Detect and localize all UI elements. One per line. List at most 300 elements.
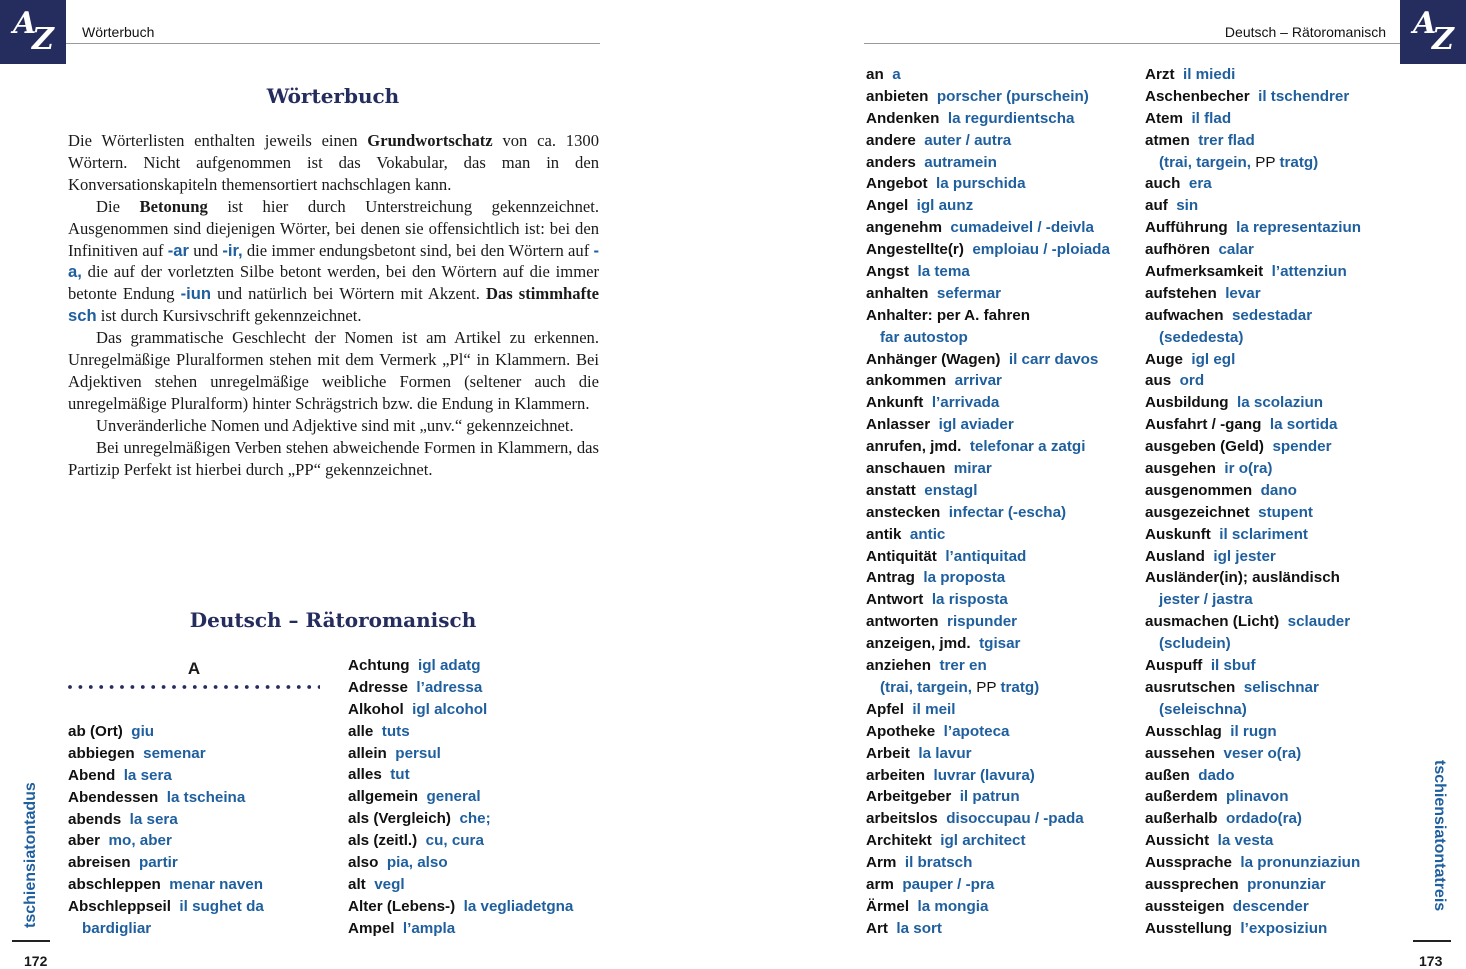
romansh-translation: l’attenziun bbox=[1271, 263, 1347, 281]
german-headword: ausgezeichnet bbox=[1145, 503, 1250, 521]
intro-paragraph bbox=[68, 415, 599, 437]
az-logo-left bbox=[0, 0, 66, 64]
bold-term: Das stimmhafte bbox=[485, 284, 599, 304]
dictionary-entry bbox=[348, 743, 573, 765]
dictionary-entry bbox=[348, 808, 573, 830]
romansh-translation: il meil bbox=[912, 700, 956, 718]
romansh-translation: ord bbox=[1179, 372, 1205, 390]
dictionary-entry bbox=[1145, 830, 1361, 852]
german-headword: aus bbox=[1145, 372, 1172, 390]
romansh-translation: dano bbox=[1260, 481, 1297, 499]
divider-dot bbox=[255, 685, 259, 689]
romansh-translation: cumadeivel / -deivla bbox=[950, 219, 1094, 237]
romansh-translation: tut bbox=[390, 766, 410, 784]
page-number-left: 172 bbox=[24, 953, 48, 969]
dictionary-entry bbox=[866, 217, 1110, 239]
divider-dot bbox=[131, 685, 135, 689]
romansh-translation: igl alcohol bbox=[412, 700, 488, 718]
divider-dot bbox=[172, 685, 176, 689]
dictionary-entry bbox=[68, 830, 264, 852]
romansh-translation: la purschida bbox=[936, 175, 1026, 193]
dict-column-right-2 bbox=[1145, 64, 1361, 940]
dictionary-entry bbox=[348, 896, 573, 918]
dictionary-entry bbox=[1145, 239, 1361, 261]
intro-text-run: ist hier durch Unterstreichung gekennzeichnet. Ausgenommen sind diejenigen Wörter, bei denen sie offensichtlich ist: bei den Infinitiven auf bbox=[68, 196, 600, 260]
romansh-translation: la sera bbox=[123, 766, 172, 784]
intro-paragraph bbox=[68, 327, 599, 415]
german-headword: Antrag bbox=[866, 569, 915, 587]
dictionary-entry bbox=[866, 283, 1110, 305]
romansh-translation: la tema bbox=[917, 263, 970, 281]
dict-column-right-1 bbox=[866, 64, 1110, 940]
german-headword: Alkohol bbox=[348, 700, 404, 718]
romansh-translation: rispunder bbox=[947, 613, 1018, 631]
romansh-translation: la scolaziun bbox=[1236, 394, 1324, 412]
german-headword: anziehen bbox=[866, 657, 931, 675]
romansh-translation: a bbox=[892, 66, 901, 83]
romansh-translation: il rugn bbox=[1230, 722, 1277, 740]
dictionary-entry bbox=[348, 852, 573, 874]
dictionary-entry bbox=[1145, 261, 1361, 283]
intro-text bbox=[68, 130, 599, 481]
logo-letter-z: Z bbox=[32, 22, 54, 57]
dictionary-entry bbox=[866, 130, 1110, 152]
dictionary-entry bbox=[866, 458, 1110, 480]
german-headword: Art bbox=[866, 919, 888, 937]
dictionary-entry bbox=[866, 261, 1110, 283]
romansh-translation: la lavur bbox=[918, 744, 972, 762]
german-headword: Aufmerksamkeit bbox=[1145, 263, 1264, 281]
dictionary-entry bbox=[1145, 611, 1361, 633]
romansh-translation: la sera bbox=[129, 810, 178, 828]
german-headword: allgemein bbox=[348, 788, 419, 806]
romansh-translation: la sortida bbox=[1269, 416, 1338, 434]
dictionary-entry bbox=[1145, 743, 1361, 765]
romansh-translation: l’adressa bbox=[416, 678, 483, 696]
german-headword: an bbox=[866, 66, 884, 83]
romansh-continuation: far autostop bbox=[880, 328, 968, 346]
dictionary-entry bbox=[1145, 918, 1361, 940]
german-headword: Ausland bbox=[1145, 547, 1205, 565]
romansh-translation: pia, also bbox=[386, 854, 448, 872]
divider-dot bbox=[214, 685, 218, 689]
german-headword: Angst bbox=[866, 263, 910, 281]
dotted-divider bbox=[68, 682, 320, 692]
german-headword: Ausschlag bbox=[1145, 722, 1222, 740]
dictionary-entry bbox=[348, 677, 573, 699]
divider-dot bbox=[151, 685, 155, 689]
divider-dot bbox=[110, 685, 114, 689]
german-headword: arm bbox=[866, 875, 894, 893]
german-headword: Ampel bbox=[348, 919, 395, 937]
german-headword: anstatt bbox=[866, 481, 916, 499]
romansh-continuation: (seleischna) bbox=[1159, 700, 1247, 718]
german-headword: abschleppen bbox=[68, 876, 161, 894]
romansh-translation: tuts bbox=[381, 722, 410, 740]
highlighted-ending: sch bbox=[68, 306, 97, 326]
dictionary-entry bbox=[68, 874, 264, 896]
pp-marker: PP bbox=[972, 678, 1001, 696]
romansh-translation: ir o(ra) bbox=[1224, 460, 1273, 478]
divider-dot bbox=[141, 685, 145, 689]
dictionary-entry bbox=[1145, 480, 1361, 502]
divider-dot bbox=[307, 685, 311, 689]
romansh-translation: sin bbox=[1176, 197, 1199, 215]
romansh-translation: la proposta bbox=[923, 569, 1006, 587]
header-rule-right bbox=[864, 43, 1400, 44]
romansh-translation: menar naven bbox=[169, 876, 263, 894]
romansh-translation: autramein bbox=[924, 153, 997, 171]
german-headword: Aschenbecher bbox=[1145, 87, 1250, 105]
dictionary-entry bbox=[866, 786, 1110, 808]
dictionary-entry bbox=[1145, 108, 1361, 130]
dictionary-entry bbox=[348, 721, 573, 743]
german-headword: andere bbox=[866, 131, 916, 149]
dictionary-entry bbox=[866, 370, 1110, 392]
dictionary-entry bbox=[1145, 64, 1361, 86]
dictionary-entry bbox=[866, 874, 1110, 896]
romansh-translation: partir bbox=[138, 854, 178, 872]
romansh-translation: l’ampla bbox=[402, 919, 456, 937]
intro-text-run: von ca. 1300 Wörtern. Nicht aufgenommen ist das Vokabular, das man in den Konversationskapiteln themensortiert nachschlagen kann. bbox=[68, 131, 599, 194]
german-headword: alle bbox=[348, 722, 374, 740]
romansh-translation: infectar (-escha) bbox=[948, 503, 1067, 521]
romansh-translation: trer en bbox=[939, 657, 987, 675]
highlighted-ending: -ar bbox=[167, 240, 189, 260]
german-headword: abends bbox=[68, 810, 122, 828]
dictionary-entry bbox=[1145, 567, 1361, 589]
german-headword: ausmachen (Licht) bbox=[1145, 613, 1280, 631]
german-headword: Ausbildung bbox=[1145, 394, 1229, 412]
romansh-translation: persul bbox=[395, 744, 441, 762]
romansh-translation: il bratsch bbox=[904, 854, 973, 872]
german-headword: Angel bbox=[866, 197, 909, 215]
dictionary-entry bbox=[1145, 546, 1361, 568]
romansh-translation: il patrun bbox=[959, 788, 1020, 806]
romansh-translation: porscher (purschein) bbox=[936, 87, 1089, 105]
dict-column-left-1 bbox=[68, 721, 264, 940]
romansh-continuation: tratg) bbox=[1000, 678, 1040, 696]
romansh-translation: spender bbox=[1272, 438, 1332, 456]
dictionary-entry bbox=[348, 874, 573, 896]
german-headword: außen bbox=[1145, 766, 1190, 784]
divider-dot bbox=[183, 685, 187, 689]
intro-paragraph bbox=[68, 437, 599, 481]
german-headword: Abendessen bbox=[68, 788, 159, 806]
german-headword: auch bbox=[1145, 175, 1181, 193]
intro-paragraph bbox=[68, 196, 599, 327]
german-headword: Ausfahrt / -gang bbox=[1145, 416, 1262, 434]
romansh-translation: che; bbox=[459, 810, 491, 828]
dictionary-entry bbox=[68, 721, 264, 743]
letter-heading: A bbox=[187, 659, 201, 678]
romansh-translation: trer flad bbox=[1198, 131, 1255, 149]
divider-dot bbox=[203, 685, 207, 689]
dictionary-entry bbox=[1145, 86, 1361, 108]
german-headword: als (zeitl.) bbox=[348, 832, 418, 850]
intro-text-run: und natürlich bei Wörtern mit Akzent. bbox=[211, 284, 486, 304]
divider-dot bbox=[120, 685, 124, 689]
dictionary-entry bbox=[1145, 305, 1361, 327]
divider-dot bbox=[287, 685, 291, 689]
german-headword: Angestellte(r) bbox=[866, 241, 964, 259]
bold-term: Betonung bbox=[139, 196, 208, 216]
divider-dot bbox=[276, 685, 280, 689]
dictionary-entry bbox=[1145, 896, 1361, 918]
dictionary-entry bbox=[866, 108, 1110, 130]
german-headword: Alter (Lebens-) bbox=[348, 897, 456, 915]
page-number-rule-left bbox=[12, 940, 50, 942]
german-headword: allein bbox=[348, 744, 387, 762]
dictionary-entry bbox=[68, 918, 264, 940]
divider-dot bbox=[79, 685, 83, 689]
divider-dot bbox=[224, 685, 228, 689]
logo-letter-z: Z bbox=[1432, 22, 1454, 57]
dictionary-entry bbox=[68, 743, 264, 765]
dictionary-entry bbox=[1145, 130, 1361, 152]
highlighted-ending: -ir, bbox=[222, 240, 243, 260]
dictionary-entry bbox=[1145, 765, 1361, 787]
dictionary-entry bbox=[1145, 283, 1361, 305]
dictionary-entry bbox=[1145, 414, 1361, 436]
dictionary-entry bbox=[1145, 392, 1361, 414]
divider-dot bbox=[235, 685, 239, 689]
header-rule-left bbox=[66, 43, 600, 44]
dictionary-entry bbox=[1145, 633, 1361, 655]
page-number-rule-right bbox=[1413, 940, 1451, 942]
german-headword: alt bbox=[348, 875, 366, 893]
german-headword: aber bbox=[68, 832, 101, 850]
dictionary-entry bbox=[866, 677, 1110, 699]
german-headword: anbieten bbox=[866, 87, 929, 105]
romansh-translation: il sbuf bbox=[1210, 657, 1256, 675]
german-headword: ankommen bbox=[866, 372, 947, 390]
romansh-translation: calar bbox=[1218, 241, 1254, 259]
dictionary-entry bbox=[866, 64, 1110, 86]
german-headword: ausrutschen bbox=[1145, 678, 1236, 696]
german-headword: Auspuff bbox=[1145, 657, 1203, 675]
dictionary-entry bbox=[1145, 589, 1361, 611]
divider-dot bbox=[245, 685, 249, 689]
divider-dot bbox=[297, 685, 301, 689]
romansh-continuation: jester / jastra bbox=[1159, 591, 1253, 609]
romansh-translation: enstagl bbox=[924, 481, 978, 499]
german-headword: arbeitslos bbox=[866, 810, 938, 828]
romansh-translation: il miedi bbox=[1182, 66, 1236, 83]
dictionary-entry bbox=[866, 589, 1110, 611]
romansh-continuation: bardigliar bbox=[82, 920, 152, 938]
german-headword: Ankunft bbox=[866, 394, 924, 412]
romansh-translation: la vesta bbox=[1217, 832, 1274, 850]
intro-text-run: Die bbox=[96, 196, 140, 216]
romansh-translation: general bbox=[426, 788, 481, 806]
german-headword: Andenken bbox=[866, 109, 940, 127]
dictionary-entry bbox=[866, 173, 1110, 195]
highlighted-ending: -a, bbox=[68, 240, 599, 282]
dictionary-entry bbox=[866, 414, 1110, 436]
dictionary-entry bbox=[348, 699, 573, 721]
german-headword: Auskunft bbox=[1145, 525, 1211, 543]
dictionary-entry bbox=[1145, 436, 1361, 458]
dictionary-entry bbox=[1145, 721, 1361, 743]
dictionary-entry bbox=[866, 480, 1110, 502]
german-headword: ausgehen bbox=[1145, 460, 1216, 478]
dictionary-entry bbox=[68, 787, 264, 809]
german-headword: Angebot bbox=[866, 175, 928, 193]
romansh-translation: semenar bbox=[143, 744, 206, 762]
divider-dot bbox=[89, 685, 93, 689]
german-headword: Architekt bbox=[866, 832, 932, 850]
romansh-translation: il tschendrer bbox=[1258, 87, 1350, 105]
german-headword: angenehm bbox=[866, 219, 942, 237]
dictionary-entry bbox=[866, 743, 1110, 765]
intro-text-run: die immer endungsbetont sind, bei den Wörtern auf bbox=[242, 240, 594, 260]
romansh-translation: la risposta bbox=[931, 591, 1008, 609]
divider-dot bbox=[162, 685, 166, 689]
german-headword: Antiquität bbox=[866, 547, 937, 565]
romansh-translation: cu, cura bbox=[425, 832, 484, 850]
dictionary-entry bbox=[866, 567, 1110, 589]
romansh-translation: la tscheina bbox=[166, 788, 246, 806]
dictionary-entry bbox=[1145, 874, 1361, 896]
logo-letter-a: A bbox=[13, 6, 35, 41]
bold-term: Grundwortschatz bbox=[367, 131, 493, 150]
german-headword: aufhören bbox=[1145, 241, 1210, 259]
pp-marker: PP bbox=[1251, 153, 1280, 171]
dictionary-entry bbox=[348, 786, 573, 808]
german-headword: anzeigen, jmd. bbox=[866, 635, 971, 653]
german-headword: aussprechen bbox=[1145, 875, 1239, 893]
german-headword: Abschleppseil bbox=[68, 898, 171, 916]
dictionary-entry bbox=[866, 239, 1110, 261]
dictionary-entry bbox=[866, 436, 1110, 458]
romansh-translation: il flad bbox=[1191, 109, 1232, 127]
german-headword: ausgeben (Geld) bbox=[1145, 438, 1264, 456]
dictionary-entry bbox=[866, 808, 1110, 830]
intro-text-run: Die Wörterlisten enthalten jeweils einen bbox=[68, 131, 368, 150]
dictionary-entry bbox=[348, 918, 573, 940]
romansh-translation: il sclariment bbox=[1219, 525, 1308, 543]
german-headword: als (Vergleich) bbox=[348, 810, 451, 828]
dictionary-entry bbox=[866, 524, 1110, 546]
romansh-translation: igl adatg bbox=[418, 657, 481, 674]
german-headword: anrufen, jmd. bbox=[866, 438, 962, 456]
romansh-translation: igl egl bbox=[1191, 350, 1236, 368]
romansh-translation: ordado(ra) bbox=[1226, 810, 1302, 828]
divider-dot bbox=[266, 685, 270, 689]
german-headword: abbiegen bbox=[68, 744, 135, 762]
romansh-translation: vegl bbox=[374, 875, 405, 893]
german-headword: Aufführung bbox=[1145, 219, 1228, 237]
dictionary-entry bbox=[866, 546, 1110, 568]
dictionary-entry bbox=[866, 852, 1110, 874]
german-headword: Anhänger (Wagen) bbox=[866, 350, 1001, 368]
romansh-translation: luvrar (lavura) bbox=[933, 766, 1035, 784]
romansh-translation: pauper / -pra bbox=[902, 875, 995, 893]
romansh-translation: l’exposiziun bbox=[1240, 919, 1328, 937]
highlighted-ending: -iun bbox=[180, 284, 212, 304]
german-headword: Achtung bbox=[348, 657, 410, 674]
german-headword: alles bbox=[348, 766, 382, 784]
divider-dot bbox=[193, 685, 197, 689]
dictionary-entry bbox=[1145, 852, 1361, 874]
german-headword: Arzt bbox=[1145, 66, 1175, 83]
german-headword: aussehen bbox=[1145, 744, 1216, 762]
german-headword: arbeiten bbox=[866, 766, 926, 784]
dictionary-entry bbox=[1145, 217, 1361, 239]
dictionary-entry bbox=[866, 765, 1110, 787]
dictionary-entry bbox=[866, 392, 1110, 414]
dictionary-entry bbox=[68, 809, 264, 831]
divider-dot bbox=[318, 685, 320, 689]
logo-letter-a: A bbox=[1413, 6, 1435, 41]
german-headword: auf bbox=[1145, 197, 1168, 215]
romansh-translation: stupent bbox=[1258, 503, 1313, 521]
dictionary-entry bbox=[1145, 655, 1361, 677]
intro-text-run: Unveränderliche Nomen und Adjektive sind mit „unv.“ gekennzeichnet. bbox=[96, 415, 574, 435]
german-headword: Ärmel bbox=[866, 897, 910, 915]
romansh-translation: la vegliadetgna bbox=[463, 897, 574, 915]
romansh-translation: l’arrivada bbox=[931, 394, 1000, 412]
romansh-translation: auter / autra bbox=[924, 131, 1012, 149]
intro-text-run: Bei unregelmäßigen Verben stehen abweichende Formen in Klammern, das Partizip Perfekt ist hierbei durch „PP“ gekennzeichnet. bbox=[68, 437, 599, 479]
romansh-translation: disoccupau / -pada bbox=[946, 810, 1084, 828]
romansh-translation: plinavon bbox=[1226, 788, 1289, 806]
dictionary-entry bbox=[866, 896, 1110, 918]
dictionary-entry bbox=[866, 195, 1110, 217]
dictionary-entry bbox=[1145, 349, 1361, 371]
dictionary-entry bbox=[866, 152, 1110, 174]
dictionary-entry bbox=[68, 896, 264, 918]
divider-dot bbox=[68, 685, 72, 689]
romansh-translation: sefermar bbox=[936, 284, 1002, 302]
german-headword: antik bbox=[866, 525, 902, 543]
dictionary-entry bbox=[866, 721, 1110, 743]
german-headword: anhalten bbox=[866, 284, 929, 302]
page-number-right: 173 bbox=[1419, 953, 1443, 969]
german-headword: Apotheke bbox=[866, 722, 936, 740]
dictionary-entry bbox=[348, 655, 573, 677]
romansh-translation: emploiau / -ploiada bbox=[972, 241, 1110, 259]
romansh-translation: igl aviader bbox=[938, 416, 1014, 434]
romansh-translation: pronunziar bbox=[1247, 875, 1326, 893]
running-head-right: Deutsch – Rätoromanisch bbox=[1224, 24, 1386, 40]
romansh-translation: veser o(ra) bbox=[1223, 744, 1302, 762]
divider-dot bbox=[99, 685, 103, 689]
german-headword: Arbeitgeber bbox=[866, 788, 952, 806]
romansh-translation: la representaziun bbox=[1236, 219, 1362, 237]
dictionary-entry bbox=[866, 305, 1110, 327]
section-title-deutsch-raetoromanisch: Deutsch – Rätoromanisch bbox=[189, 608, 477, 632]
german-headword: atmen bbox=[1145, 131, 1190, 149]
romansh-translation: la pronunziaziun bbox=[1240, 854, 1361, 872]
romansh-continuation: (sededesta) bbox=[1159, 328, 1244, 346]
dictionary-entry bbox=[1145, 152, 1361, 174]
romansh-continuation: (trai, targein, bbox=[880, 678, 972, 696]
romansh-continuation: (scludein) bbox=[1159, 635, 1231, 653]
german-headword: aufwachen bbox=[1145, 306, 1224, 324]
dictionary-entry bbox=[1145, 458, 1361, 480]
german-headword: Ausstellung bbox=[1145, 919, 1232, 937]
dictionary-entry bbox=[68, 852, 264, 874]
german-headword: Aussicht bbox=[1145, 832, 1210, 850]
german-headword: Anhalter: per A. fahren bbox=[866, 306, 1030, 324]
romansh-translation: mirar bbox=[953, 460, 992, 478]
dictionary-entry bbox=[1145, 502, 1361, 524]
dictionary-entry bbox=[866, 349, 1110, 371]
german-headword: abreisen bbox=[68, 854, 131, 872]
german-headword: also bbox=[348, 854, 379, 872]
